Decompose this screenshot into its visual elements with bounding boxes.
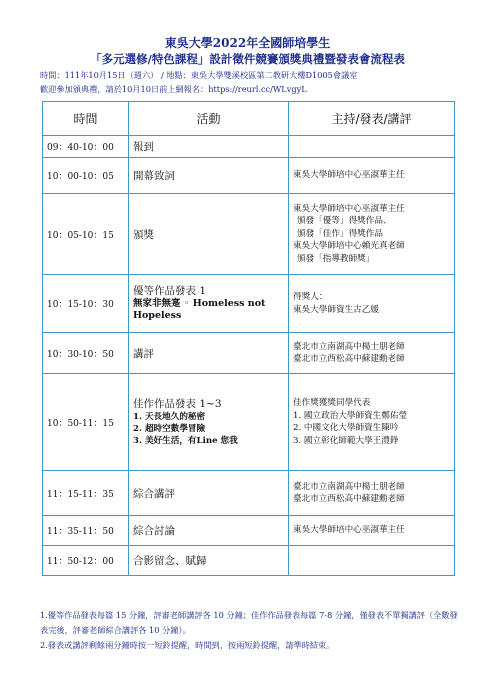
host-line: 臺北市立西松高中蘇建勳老師 — [293, 494, 405, 504]
row-activity: 合影留念、賦歸 — [129, 546, 289, 576]
row-host — [289, 136, 455, 158]
header-time: 時間 — [43, 102, 129, 136]
host-line: 臺北市立西松高中蘇建勳老師 — [293, 354, 405, 364]
activity-item: 1. 天長地久的秘密 — [133, 411, 206, 422]
event-time-location: 時間：111年10月15日（週六） / 地點：東吳大學雙溪校區第二教研大樓D1005會議室 — [40, 70, 358, 80]
schedule-table — [42, 101, 455, 576]
activity-item: 2. 超時空數學冒險 — [133, 423, 206, 434]
table-row — [43, 516, 455, 546]
host-line: 臺北市立南湖高中楊士朋老師 — [293, 481, 405, 492]
host-line: 頒發「指導教師獎」 — [297, 253, 375, 264]
table-row — [43, 136, 455, 158]
table-row — [43, 194, 455, 275]
row-activity — [129, 374, 289, 471]
header-host: 主持/發表/講評 — [289, 102, 455, 136]
activity-work-title: 無家非無寔 ◦ Homeless not Hopeless — [133, 298, 266, 321]
row-time: 11：35-11：50 — [43, 516, 129, 546]
host-line: 佳作獎獲獎同學代表 — [293, 398, 371, 408]
page-title: 東吳大學2022年全國師培學生 — [164, 36, 331, 50]
table-row — [43, 275, 455, 333]
footnote-1: 1.優等作品發表每篇 15 分鐘，評審老師講評各 10 分鐘；佳作作品發表每篇 7-8 分鐘，僅發表不單獨講評（全數發表完後，評審老師綜合講評各 10 分鐘）。 — [40, 610, 458, 635]
row-activity: 頒獎 — [129, 194, 289, 275]
row-activity — [129, 275, 289, 333]
activity-title: 佳作作品發表 1~3 — [133, 397, 222, 410]
row-time: 11：15-11：35 — [43, 471, 129, 516]
row-activity: 綜合講評 — [129, 471, 289, 516]
row-time: 10：00-10：05 — [43, 158, 129, 194]
row-time: 10：30-10：50 — [43, 333, 129, 374]
row-host — [289, 333, 455, 374]
table-row — [43, 546, 455, 576]
row-time: 10：15-10：30 — [43, 275, 129, 333]
host-line: 得獎人： — [293, 292, 328, 302]
row-activity: 講評 — [129, 333, 289, 374]
host-line: 臺北市立南湖高中楊士朋老師 — [293, 341, 405, 352]
host-line: 頒發「優等」得獎作品、 — [297, 216, 392, 227]
row-activity: 綜合討論 — [129, 516, 289, 546]
table-row — [43, 374, 455, 471]
row-host — [289, 471, 455, 516]
row-host: 東吳大學師培中心巫淑華主任 — [289, 158, 455, 194]
row-host — [289, 374, 455, 471]
activity-title: 優等作品發表 1 — [133, 285, 207, 297]
host-line: 東吳大學師培中心巫淑華主任 — [293, 203, 405, 214]
row-host — [289, 546, 455, 576]
page-subtitle: 「多元選修/特色課程」設計徵件競賽頒獎典禮暨發表會流程表 — [90, 52, 405, 66]
table-row — [43, 471, 455, 516]
table-header-row — [43, 102, 455, 136]
row-time: 09：40-10：00 — [43, 136, 129, 158]
row-host — [289, 275, 455, 333]
host-line: 1. 國立政治大學師資生鄭佑瑩 — [293, 410, 408, 421]
row-host — [289, 194, 455, 275]
row-host: 東吳大學師培中心巫淑華主任 — [289, 516, 455, 546]
table-row — [43, 158, 455, 194]
row-activity: 報到 — [129, 136, 289, 158]
row-time: 10：50-11：15 — [43, 374, 129, 471]
activity-item: 3. 美好生活，有Line 您我 — [133, 435, 238, 446]
host-line: 頒發「佳作」得獎作品 — [297, 228, 383, 239]
host-line: 東吳大學師培中心賴光真老師 — [293, 241, 405, 252]
host-line: 東吳大學師資生古乙媛 — [293, 304, 379, 315]
row-activity: 開幕致詞 — [129, 158, 289, 194]
header-activity: 活動 — [129, 102, 289, 136]
host-line: 2. 中國文化大學師資生陳吟 — [293, 423, 399, 433]
registration-info: 歡迎參加頒典禮，請於10月10日前上網報名：https://reurl.cc/WLvgyL — [40, 84, 307, 94]
table-row — [43, 333, 455, 374]
row-time: 11：50-12：00 — [43, 546, 129, 576]
host-line: 3. 國立彰化師範大學王澧錚 — [293, 435, 399, 446]
footnotes — [40, 608, 460, 653]
row-time: 10：05-10：15 — [43, 194, 129, 275]
footnote-2: 2.發表或講評剩餘兩分鐘時按一短鈴提醒，時間到，按兩短鈴提醒，請準時結束。 — [40, 640, 335, 650]
